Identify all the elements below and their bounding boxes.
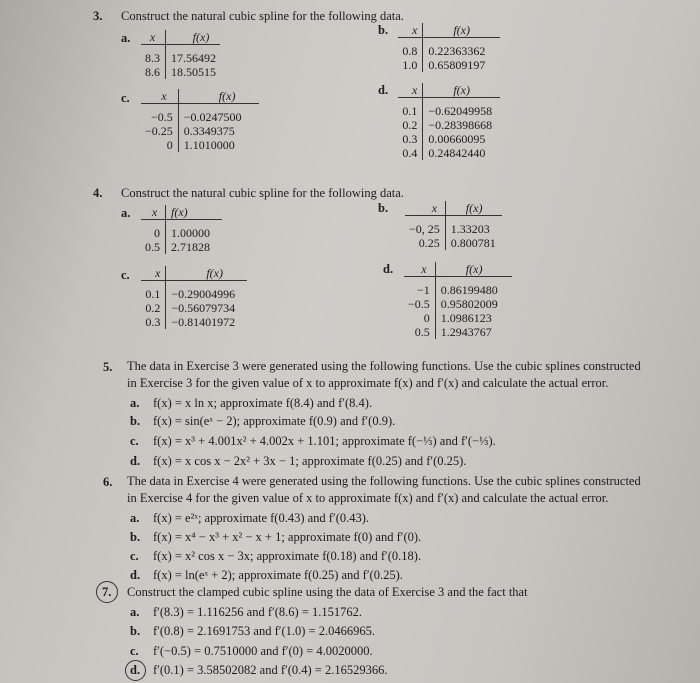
ex5a-text: f(x) = x ln x; approximate f(8.4) and f′(8.4). — [153, 396, 373, 410]
ex6a-label: a. — [130, 511, 140, 525]
ex3a-table: x f(x) 8.3 17.56492 8.6 18.50515 — [141, 30, 220, 79]
ex6a-text: f(x) = e²ˣ; approximate f(0.43) and f′(0.43). — [153, 511, 370, 525]
ex4b-label: b. — [378, 201, 389, 215]
ex7d-label: d. — [130, 663, 141, 677]
ex7-line1: Construct the clamped cubic spline using the data of Exercise 3 and the fact that — [127, 585, 528, 599]
ex3-title: Construct the natural cubic spline for the following data. — [121, 9, 404, 23]
ex7a-text: f′(8.3) = 1.116256 and f′(8.6) = 1.151762. — [153, 605, 363, 619]
ex5a-label: a. — [130, 396, 140, 410]
ex4a-label: a. — [121, 206, 131, 220]
ex7d-text: f′(0.1) = 3.58502082 and f′(0.4) = 2.16529366. — [153, 663, 388, 677]
ex5b-label: b. — [130, 414, 141, 428]
ex5c-text: f(x) = x³ + 4.001x² + 4.002x + 1.101; approximate f(−⅓) and f′(−⅓). — [153, 434, 496, 448]
ex6c-label: c. — [130, 549, 139, 563]
ex7-number: 7. — [102, 585, 112, 599]
ex7c-label: c. — [130, 644, 139, 658]
ex3a-label: a. — [121, 31, 131, 45]
ex6c-text: f(x) = x² cos x − 3x; approximate f(0.18) and f′(0.18). — [153, 549, 422, 563]
ex3b-label: b. — [378, 23, 389, 37]
ex6d-text: f(x) = ln(eˣ + 2); approximate f(0.25) and f′(0.25). — [153, 568, 403, 582]
ex5b-text: f(x) = sin(eˣ − 2); approximate f(0.9) and f′(0.9). — [153, 414, 396, 428]
ex7a-label: a. — [130, 605, 140, 619]
ex5-number: 5. — [103, 360, 113, 374]
ex4c-table: x f(x) 0.1 −0.29004996 0.2 −0.56079734 0.3 −0.81401972 — [141, 266, 247, 329]
ex5d-text: f(x) = x cos x − 2x² + 3x − 1; approximate f(0.25) and f′(0.25). — [153, 454, 467, 468]
ex7b-label: b. — [130, 624, 141, 638]
ex4b-table: x f(x) −0, 25 1.33203 0.25 0.800781 — [405, 201, 502, 250]
ex3-number: 3. — [93, 9, 103, 23]
ex7c-text: f′(−0.5) = 0.7510000 and f′(0) = 4.0020000. — [153, 644, 373, 658]
ex3d-table: x f(x) 0.1 −0.62049958 0.2 −0.28398668 0.3 0.00660095 0.4 0.24842440 — [398, 83, 500, 160]
ex3c-table: x f(x) −0.5 −0.0247500 −0.25 0.3349375 0 1.1010000 — [141, 89, 259, 152]
ex5c-label: c. — [130, 434, 139, 448]
ex3d-label: d. — [378, 83, 389, 97]
ex6d-label: d. — [130, 568, 141, 582]
ex5d-label: d. — [130, 454, 141, 468]
ex4-number: 4. — [93, 186, 103, 200]
ex4d-label: d. — [383, 262, 394, 276]
ex6-number: 6. — [103, 475, 113, 489]
ex4-title: Construct the natural cubic spline for the following data. — [121, 186, 404, 200]
ex4a-table: x f(x) 0 1.00000 0.5 2.71828 — [141, 205, 222, 254]
ex3c-label: c. — [121, 91, 130, 105]
ex3b-table: x f(x) 0.8 0.22363362 1.0 0.65809197 — [398, 23, 500, 72]
ex5-line1: The data in Exercise 3 were generated using the following functions. Use the cubic splines constructed — [127, 359, 641, 373]
ex5-line2: in Exercise 3 for the given value of x to approximate f(x) and f′(x) and calculate the actual error. — [127, 376, 609, 390]
ex7b-text: f′(0.8) = 2.1691753 and f′(1.0) = 2.0466965. — [153, 624, 375, 638]
ex6-line1: The data in Exercise 4 were generated using the following functions. Use the cubic splines constructed — [127, 474, 641, 488]
ex4c-label: c. — [121, 268, 130, 282]
ex6-line2: in Exercise 4 for the given value of x to approximate f(x) and f′(x) and calculate the actual error. — [127, 491, 609, 505]
ex6b-label: b. — [130, 530, 141, 544]
ex6b-text: f(x) = x⁴ − x³ + x² − x + 1; approximate f(0) and f′(0). — [153, 530, 422, 544]
ex4d-table: x f(x) −1 0.86199480 −0.5 0.95802009 0 1.0986123 0.5 1.2943767 — [404, 262, 512, 339]
